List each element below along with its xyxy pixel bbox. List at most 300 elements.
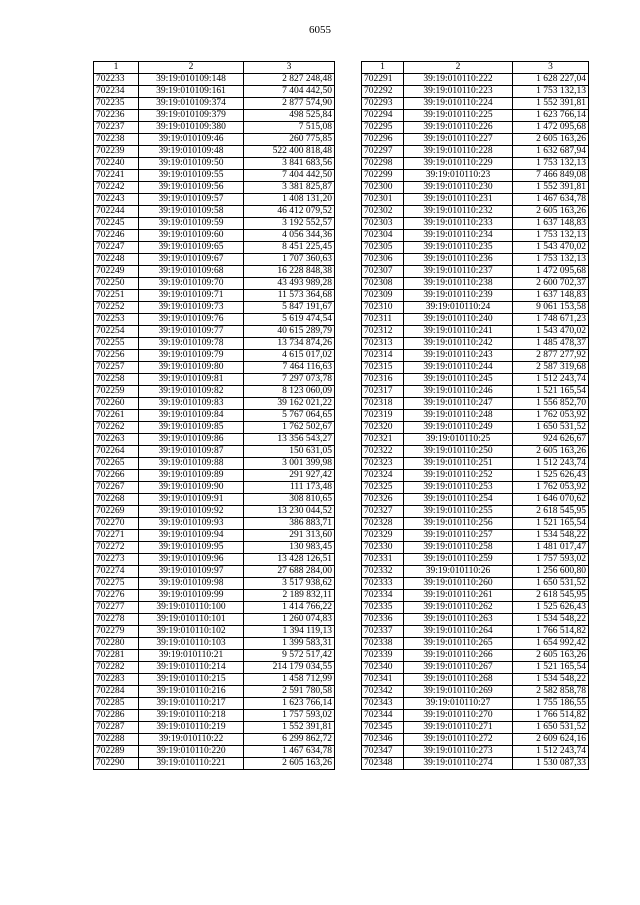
cadastral-number-cell: 39:19:010109:67	[139, 254, 244, 266]
table-row	[362, 482, 589, 494]
table-row	[362, 758, 589, 770]
table-row	[362, 314, 589, 326]
value-cell: 1 534 548,22	[513, 674, 589, 686]
table-row	[362, 194, 589, 206]
value-cell: 1 472 095,68	[513, 122, 589, 134]
row-number-cell: 702273	[94, 554, 139, 566]
row-number-cell: 702337	[362, 626, 404, 638]
value-cell: 40 615 289,79	[244, 326, 335, 338]
row-number-cell: 702325	[362, 482, 404, 494]
cadastral-number-cell: 39:19:010110:25	[404, 434, 513, 446]
value-cell: 7 297 073,78	[244, 374, 335, 386]
row-number-cell: 702313	[362, 338, 404, 350]
table-row	[94, 578, 335, 590]
value-cell: 1 512 243,74	[513, 374, 589, 386]
row-number-cell: 702347	[362, 746, 404, 758]
value-cell: 4 615 017,02	[244, 350, 335, 362]
table-row	[94, 542, 335, 554]
row-number-cell: 702293	[362, 98, 404, 110]
row-number-cell: 702345	[362, 722, 404, 734]
table-row	[362, 602, 589, 614]
cadastral-number-cell: 39:19:010109:77	[139, 326, 244, 338]
row-number-cell: 702283	[94, 674, 139, 686]
cadastral-number-cell: 39:19:010109:55	[139, 170, 244, 182]
table-row	[94, 278, 335, 290]
row-number-cell: 702297	[362, 146, 404, 158]
value-cell: 2 582 858,78	[513, 686, 589, 698]
table-row	[94, 686, 335, 698]
cadastral-number-cell: 39:19:010109:379	[139, 110, 244, 122]
cadastral-number-cell: 39:19:010110:214	[139, 662, 244, 674]
row-number-cell: 702317	[362, 386, 404, 398]
row-number-cell: 702343	[362, 698, 404, 710]
value-cell: 3 192 552,57	[244, 218, 335, 230]
table-row	[94, 302, 335, 314]
table-row	[94, 530, 335, 542]
table-row	[94, 482, 335, 494]
row-number-cell: 702254	[94, 326, 139, 338]
table-row	[94, 410, 335, 422]
cadastral-number-cell: 39:19:010110:22	[139, 734, 244, 746]
table-row	[94, 602, 335, 614]
row-number-cell: 702332	[362, 566, 404, 578]
cadastral-number-cell: 39:19:010109:85	[139, 422, 244, 434]
row-number-cell: 702310	[362, 302, 404, 314]
row-number-cell: 702285	[94, 698, 139, 710]
row-number-cell: 702306	[362, 254, 404, 266]
value-cell: 16 228 848,38	[244, 266, 335, 278]
table-row	[94, 458, 335, 470]
value-cell: 46 412 079,52	[244, 206, 335, 218]
row-number-cell: 702281	[94, 650, 139, 662]
cadastral-number-cell: 39:19:010110:273	[404, 746, 513, 758]
table-row	[362, 578, 589, 590]
cadastral-number-cell: 39:19:010110:23	[404, 170, 513, 182]
value-cell: 1 646 070,62	[513, 494, 589, 506]
table-row	[362, 614, 589, 626]
row-number-cell: 702336	[362, 614, 404, 626]
row-number-cell: 702341	[362, 674, 404, 686]
row-number-cell: 702233	[94, 74, 139, 86]
row-number-cell: 702330	[362, 542, 404, 554]
value-cell: 13 428 126,51	[244, 554, 335, 566]
right-data-table	[361, 61, 589, 770]
table-row	[94, 422, 335, 434]
cadastral-number-cell: 39:19:010110:247	[404, 398, 513, 410]
row-number-cell: 702279	[94, 626, 139, 638]
table-row	[362, 98, 589, 110]
value-cell: 3 841 683,56	[244, 158, 335, 170]
cadastral-number-cell: 39:19:010110:227	[404, 134, 513, 146]
value-cell: 11 573 364,68	[244, 290, 335, 302]
value-cell: 1 525 626,43	[513, 470, 589, 482]
value-cell: 1 757 593,02	[244, 710, 335, 722]
row-number-cell: 702244	[94, 206, 139, 218]
row-number-cell: 702260	[94, 398, 139, 410]
row-number-cell: 702294	[362, 110, 404, 122]
value-cell: 1 467 634,78	[244, 746, 335, 758]
cadastral-number-cell: 39:19:010110:228	[404, 146, 513, 158]
table-row	[94, 434, 335, 446]
value-cell: 1 766 514,82	[513, 626, 589, 638]
cadastral-number-cell: 39:19:010110:256	[404, 518, 513, 530]
table-row	[362, 674, 589, 686]
row-number-cell: 702326	[362, 494, 404, 506]
cadastral-number-cell: 39:19:010110:251	[404, 458, 513, 470]
table-row	[94, 326, 335, 338]
cadastral-number-cell: 39:19:010109:96	[139, 554, 244, 566]
cadastral-number-cell: 39:19:010110:226	[404, 122, 513, 134]
table-row	[94, 350, 335, 362]
table-row	[362, 686, 589, 698]
row-number-cell: 702248	[94, 254, 139, 266]
value-cell: 1 481 017,47	[513, 542, 589, 554]
table-row	[94, 86, 335, 98]
table-row	[94, 242, 335, 254]
table-row	[94, 590, 335, 602]
cadastral-number-cell: 39:19:010110:219	[139, 722, 244, 734]
value-cell: 1 654 992,42	[513, 638, 589, 650]
row-number-cell: 702298	[362, 158, 404, 170]
cadastral-number-cell: 39:19:010110:262	[404, 602, 513, 614]
value-cell: 1 762 053,92	[513, 482, 589, 494]
table-row	[362, 242, 589, 254]
table-row	[362, 122, 589, 134]
cadastral-number-cell: 39:19:010109:93	[139, 518, 244, 530]
value-cell: 1 399 583,31	[244, 638, 335, 650]
cadastral-number-cell: 39:19:010110:243	[404, 350, 513, 362]
row-number-cell: 702328	[362, 518, 404, 530]
value-cell: 1 650 531,52	[513, 722, 589, 734]
value-cell: 1 485 478,37	[513, 338, 589, 350]
cadastral-number-cell: 39:19:010109:92	[139, 506, 244, 518]
column-header: 2	[404, 62, 513, 74]
value-cell: 1 753 132,13	[513, 86, 589, 98]
column-header: 3	[244, 62, 335, 74]
table-row	[362, 566, 589, 578]
table-row	[362, 662, 589, 674]
value-cell: 498 525,84	[244, 110, 335, 122]
value-cell: 1 534 548,22	[513, 530, 589, 542]
value-cell: 150 631,05	[244, 446, 335, 458]
row-number-cell: 702344	[362, 710, 404, 722]
cadastral-number-cell: 39:19:010109:48	[139, 146, 244, 158]
cadastral-number-cell: 39:19:010110:254	[404, 494, 513, 506]
table-row	[362, 158, 589, 170]
row-number-cell: 702267	[94, 482, 139, 494]
value-cell: 1 637 148,83	[513, 290, 589, 302]
row-number-cell: 702288	[94, 734, 139, 746]
cadastral-number-cell: 39:19:010110:224	[404, 98, 513, 110]
cadastral-number-cell: 39:19:010110:260	[404, 578, 513, 590]
cadastral-number-cell: 39:19:010109:56	[139, 182, 244, 194]
table-row	[94, 506, 335, 518]
cadastral-number-cell: 39:19:010110:222	[404, 74, 513, 86]
value-cell: 2 605 163,26	[244, 758, 335, 770]
row-number-cell: 702250	[94, 278, 139, 290]
row-number-cell: 702305	[362, 242, 404, 254]
cadastral-number-cell: 39:19:010110:245	[404, 374, 513, 386]
cadastral-number-cell: 39:19:010110:101	[139, 614, 244, 626]
cadastral-number-cell: 39:19:010110:234	[404, 230, 513, 242]
table-row	[94, 698, 335, 710]
value-cell: 13 230 044,52	[244, 506, 335, 518]
value-cell: 1 260 074,83	[244, 614, 335, 626]
row-number-cell: 702316	[362, 374, 404, 386]
value-cell: 7 466 849,08	[513, 170, 589, 182]
value-cell: 8 123 060,09	[244, 386, 335, 398]
row-number-cell: 702238	[94, 134, 139, 146]
table-row	[362, 398, 589, 410]
value-cell: 2 605 163,26	[513, 446, 589, 458]
value-cell: 214 179 034,55	[244, 662, 335, 674]
row-number-cell: 702253	[94, 314, 139, 326]
cadastral-number-cell: 39:19:010110:271	[404, 722, 513, 734]
table-row	[94, 734, 335, 746]
row-number-cell: 702327	[362, 506, 404, 518]
cadastral-number-cell: 39:19:010109:86	[139, 434, 244, 446]
cadastral-number-cell: 39:19:010109:99	[139, 590, 244, 602]
cadastral-number-cell: 39:19:010109:50	[139, 158, 244, 170]
value-cell: 2 605 163,26	[513, 206, 589, 218]
row-number-cell: 702289	[94, 746, 139, 758]
row-number-cell: 702270	[94, 518, 139, 530]
row-number-cell: 702239	[94, 146, 139, 158]
row-number-cell: 702295	[362, 122, 404, 134]
value-cell: 1 525 626,43	[513, 602, 589, 614]
page-number: 6055	[309, 24, 331, 36]
cadastral-number-cell: 39:19:010110:261	[404, 590, 513, 602]
row-number-cell: 702272	[94, 542, 139, 554]
table-row	[362, 182, 589, 194]
value-cell: 1 623 766,14	[244, 698, 335, 710]
cadastral-number-cell: 39:19:010109:87	[139, 446, 244, 458]
row-number-cell: 702247	[94, 242, 139, 254]
value-cell: 27 688 284,00	[244, 566, 335, 578]
cadastral-number-cell: 39:19:010109:94	[139, 530, 244, 542]
table-row	[94, 98, 335, 110]
cadastral-number-cell: 39:19:010109:46	[139, 134, 244, 146]
value-cell: 291 313,60	[244, 530, 335, 542]
row-number-cell: 702275	[94, 578, 139, 590]
cadastral-number-cell: 39:19:010110:272	[404, 734, 513, 746]
value-cell: 13 734 874,26	[244, 338, 335, 350]
value-cell: 2 189 832,11	[244, 590, 335, 602]
cadastral-number-cell: 39:19:010109:84	[139, 410, 244, 422]
value-cell: 2 600 702,37	[513, 278, 589, 290]
cadastral-number-cell: 39:19:010109:70	[139, 278, 244, 290]
table-row	[362, 110, 589, 122]
cadastral-number-cell: 39:19:010109:78	[139, 338, 244, 350]
value-cell: 1 458 712,99	[244, 674, 335, 686]
value-cell: 1 512 243,74	[513, 458, 589, 470]
table-row	[362, 218, 589, 230]
row-number-cell: 702312	[362, 326, 404, 338]
cadastral-number-cell: 39:19:010109:83	[139, 398, 244, 410]
value-cell: 1 467 634,78	[513, 194, 589, 206]
cadastral-number-cell: 39:19:010109:89	[139, 470, 244, 482]
row-number-cell: 702249	[94, 266, 139, 278]
table-row	[362, 494, 589, 506]
table-row	[94, 662, 335, 674]
value-cell: 308 810,65	[244, 494, 335, 506]
row-number-cell: 702300	[362, 182, 404, 194]
row-number-cell: 702348	[362, 758, 404, 770]
value-cell: 1 628 227,04	[513, 74, 589, 86]
row-number-cell: 702342	[362, 686, 404, 698]
cadastral-number-cell: 39:19:010110:240	[404, 314, 513, 326]
row-number-cell: 702335	[362, 602, 404, 614]
value-cell: 2 587 319,68	[513, 362, 589, 374]
row-number-cell: 702302	[362, 206, 404, 218]
row-number-cell: 702291	[362, 74, 404, 86]
cadastral-number-cell: 39:19:010110:230	[404, 182, 513, 194]
cadastral-number-cell: 39:19:010109:91	[139, 494, 244, 506]
row-number-cell: 702265	[94, 458, 139, 470]
table-row	[362, 86, 589, 98]
table-row	[362, 302, 589, 314]
cadastral-number-cell: 39:19:010110:263	[404, 614, 513, 626]
cadastral-number-cell: 39:19:010110:217	[139, 698, 244, 710]
row-number-cell: 702259	[94, 386, 139, 398]
cadastral-number-cell: 39:19:010110:215	[139, 674, 244, 686]
value-cell: 2 877 277,92	[513, 350, 589, 362]
table-row	[362, 506, 589, 518]
row-number-cell: 702329	[362, 530, 404, 542]
table-row	[362, 170, 589, 182]
table-row	[362, 350, 589, 362]
value-cell: 13 356 543,27	[244, 434, 335, 446]
table-row	[362, 638, 589, 650]
table-row	[362, 266, 589, 278]
row-number-cell: 702333	[362, 578, 404, 590]
value-cell: 2 609 624,16	[513, 734, 589, 746]
cadastral-number-cell: 39:19:010109:73	[139, 302, 244, 314]
row-number-cell: 702334	[362, 590, 404, 602]
value-cell: 1 472 095,68	[513, 266, 589, 278]
row-number-cell: 702256	[94, 350, 139, 362]
table-row	[362, 338, 589, 350]
cadastral-number-cell: 39:19:010110:221	[139, 758, 244, 770]
row-number-cell: 702320	[362, 422, 404, 434]
cadastral-number-cell: 39:19:010110:238	[404, 278, 513, 290]
table-row	[94, 398, 335, 410]
value-cell: 1 753 132,13	[513, 230, 589, 242]
cadastral-number-cell: 39:19:010110:249	[404, 422, 513, 434]
value-cell: 1 521 165,54	[513, 518, 589, 530]
table-row	[362, 518, 589, 530]
cadastral-number-cell: 39:19:010110:225	[404, 110, 513, 122]
cadastral-number-cell: 39:19:010109:57	[139, 194, 244, 206]
table-row	[94, 158, 335, 170]
row-number-cell: 702240	[94, 158, 139, 170]
row-number-cell: 702287	[94, 722, 139, 734]
cadastral-number-cell: 39:19:010110:239	[404, 290, 513, 302]
row-number-cell: 702303	[362, 218, 404, 230]
row-number-cell: 702282	[94, 662, 139, 674]
table-row	[362, 410, 589, 422]
cadastral-number-cell: 39:19:010110:242	[404, 338, 513, 350]
value-cell: 1 414 766,22	[244, 602, 335, 614]
cadastral-number-cell: 39:19:010110:250	[404, 446, 513, 458]
value-cell: 1 753 132,13	[513, 254, 589, 266]
header-row	[94, 62, 335, 74]
table-row	[94, 206, 335, 218]
row-number-cell: 702258	[94, 374, 139, 386]
table-row	[362, 554, 589, 566]
value-cell: 4 056 344,36	[244, 230, 335, 242]
table-row	[362, 446, 589, 458]
table-row	[362, 530, 589, 542]
row-number-cell: 702322	[362, 446, 404, 458]
cadastral-number-cell: 39:19:010109:97	[139, 566, 244, 578]
row-number-cell: 702309	[362, 290, 404, 302]
table-row	[94, 74, 335, 86]
table-row	[94, 614, 335, 626]
value-cell: 1 707 360,63	[244, 254, 335, 266]
value-cell: 130 983,45	[244, 542, 335, 554]
value-cell: 291 927,42	[244, 470, 335, 482]
table-row	[362, 650, 589, 662]
value-cell: 43 493 989,28	[244, 278, 335, 290]
table-row	[362, 722, 589, 734]
cadastral-number-cell: 39:19:010110:255	[404, 506, 513, 518]
row-number-cell: 702255	[94, 338, 139, 350]
value-cell: 1 637 148,83	[513, 218, 589, 230]
table-row	[94, 746, 335, 758]
cadastral-number-cell: 39:19:010110:257	[404, 530, 513, 542]
cadastral-number-cell: 39:19:010110:21	[139, 650, 244, 662]
row-number-cell: 702246	[94, 230, 139, 242]
table-row	[362, 698, 589, 710]
table-row	[362, 434, 589, 446]
value-cell: 6 299 862,72	[244, 734, 335, 746]
value-cell: 1 753 132,13	[513, 158, 589, 170]
table-row	[362, 290, 589, 302]
value-cell: 5 767 064,65	[244, 410, 335, 422]
table-row	[362, 386, 589, 398]
row-number-cell: 702321	[362, 434, 404, 446]
cadastral-number-cell: 39:19:010110:27	[404, 698, 513, 710]
table-row	[362, 710, 589, 722]
value-cell: 260 775,85	[244, 134, 335, 146]
column-header: 1	[362, 62, 404, 74]
row-number-cell: 702324	[362, 470, 404, 482]
row-number-cell: 702234	[94, 86, 139, 98]
table-row	[362, 134, 589, 146]
column-header: 1	[94, 62, 139, 74]
row-number-cell: 702241	[94, 170, 139, 182]
row-number-cell: 702307	[362, 266, 404, 278]
cadastral-number-cell: 39:19:010110:232	[404, 206, 513, 218]
table-row	[94, 254, 335, 266]
row-number-cell: 702338	[362, 638, 404, 650]
table-row	[94, 554, 335, 566]
table-row	[362, 278, 589, 290]
table-row	[94, 650, 335, 662]
table-row	[362, 470, 589, 482]
cadastral-number-cell: 39:19:010110:267	[404, 662, 513, 674]
table-row	[94, 122, 335, 134]
table-row	[362, 146, 589, 158]
cadastral-number-cell: 39:19:010110:223	[404, 86, 513, 98]
cadastral-number-cell: 39:19:010110:26	[404, 566, 513, 578]
value-cell: 1 256 600,80	[513, 566, 589, 578]
cadastral-number-cell: 39:19:010109:374	[139, 98, 244, 110]
value-cell: 1 552 391,81	[244, 722, 335, 734]
row-number-cell: 702296	[362, 134, 404, 146]
row-number-cell: 702242	[94, 182, 139, 194]
